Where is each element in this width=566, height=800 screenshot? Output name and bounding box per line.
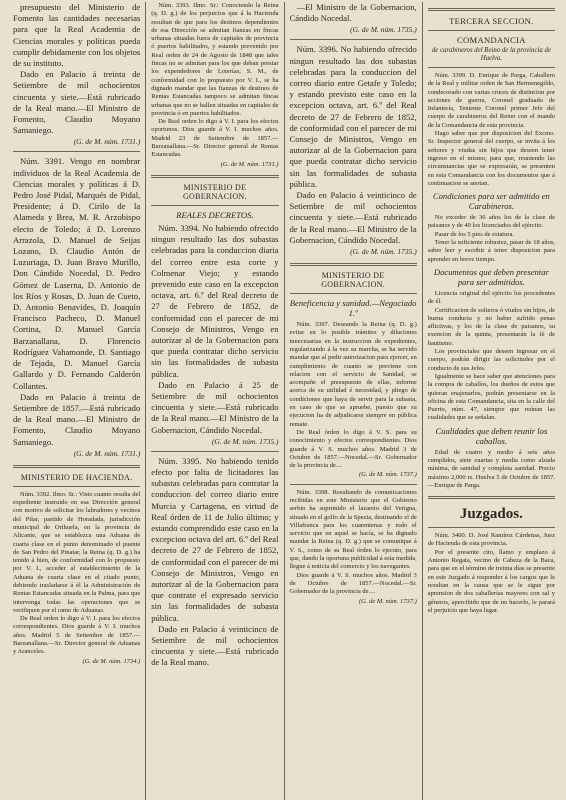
paragraph: Dado en Palacio á 25 de Setiembre de mil ochocientos cincuenta y siete.—Está rubricado de la Real mano.—El Ministro de la Gobernacion, Cándido Nocedal. xyxy=(151,379,279,435)
paragraph: Hago saber que por disposicion del Excmo. Sr. Inspector general del cuerpo, se invita á los señores y viudas sin hijos que deseen tener ingreso en el mismo, para que, reuniendo las circunstancias que se expresarán, se presenten en esta Comandancia con los documentos que á continuacion se anotan. xyxy=(427,130,555,187)
paragraph: Los provinciales que deseen ingresar en el cuerpo, podrán dirigir las solicitudes por el conducto de sus Jefes. xyxy=(427,348,555,372)
double-divider xyxy=(151,175,278,178)
double-divider xyxy=(290,263,417,266)
subheading-carabineros: de carabineros del Reino de la provincia de Huelva. xyxy=(431,47,551,62)
section-heading-gobernacion: MINISTERIO DE GOBERNACION. xyxy=(182,182,247,201)
divider xyxy=(290,39,417,40)
paragraph: De Real orden lo digo á V. I. para los efectos oportunos. Dios guarde á V. I. muchos años. Madrid 23 de Setiembre de 1857.—Barzanallana.—Sr. Director general de Rentas Estancadas. xyxy=(151,118,279,159)
divider xyxy=(13,151,140,152)
paragraph: Licencia original del ejército los procedentes de él. xyxy=(427,289,555,306)
divider xyxy=(290,293,417,294)
column-1 xyxy=(8,2,145,800)
paragraph: Certificacion de solteros ó viudos sin hijos, de buena conducta y no haber sufrido penas aflictivas, y los de la clase de paisanos, su exencion de la quinta, presentarán la fé de bautismo. xyxy=(427,306,555,347)
divider xyxy=(428,30,555,31)
section-heading-hacienda: MINISTERIO DE HACIENDA. xyxy=(20,472,133,482)
paragraph: Por el presente cito, llamo y emplazo á Antonio Regata, vecino de Cabeza de la Baca, para que en el término de treinta días se presente en este Juzgado á responder á los cargos que le resultan en la causa que se le sigue por aprension de dos caballerías mayores con sal y géneros, apercibido que de no hacerlo, le parará el perjuicio que haya lugar. xyxy=(427,548,555,614)
divider xyxy=(151,451,278,452)
order-3392: Núm. 3392. Ilmo. Sr.: Visto cuanto resulta del expediente instruido en esa Dirección general con motivo de solicitar los labradores y vecinos del Pilar, partido de Horadada, jurisdicción municipal de Orihuela, en la provincia de Alicante, que se establezca una Aduana de cuarta clase en el punto denominado el puente de San Pedro del Pinatar, la Reina (q. D. g.) ha tenido á bien, de conformidad con lo propuesto por V. I., acceder al establecimiento de la Aduana de cuarta clase en el citado punto, debiendo trasladarse á él la Administración de Rentas Estancadas situada en la Palma, para que intervenga todas las operaciones que se verifiquen por el ramo de Aduanas. xyxy=(13,490,141,614)
subheading-cualidades: Cualidades que deben reunir los caballos. xyxy=(435,425,548,446)
paragraph: Igualmente se hace saber que atenciones para la compra de caballos, los dueños de estos que quieran enajenarlos, podrán presentarse en la oficina de esta Comandancia, sita en la calle del Puerto, núm. 47, siempre que reúnan las cualidades que se señalan. xyxy=(427,372,555,422)
section-heading-tercera: TERCERA SECCION. xyxy=(449,16,534,26)
order-3393: Núm. 3393. Ilmo. Sr.: Conociendo la Reina (q. D. g.) de los perjuicios que á la Hacienda resultan de que para los destinos dependientes de esa Dirección se admitan fianzas en fincas urbanas situadas fuera de capitales de provincia ó puertos habilitados, y estando prevenido por Real orden de 24 de Agosto de 1848 que tales fincas no se admitan para los que deban prestar los expendedores de Loterías; S. M., de conformidad con lo propuesto por V. I., se ha dignado mandar que las fianzas de destinos de Rentas Estancadas tampoco se admitan fincas urbanas que no se hallen situadas en capitales de provincia ó en puertos habilitados. xyxy=(151,2,279,117)
paragraph: Dado en Palacio á veinticinco de Setiembre de mil ochocientos cincuenta y siete.—Está rubricado de la Real mano. xyxy=(151,623,279,668)
double-divider xyxy=(428,496,555,499)
gazette-reference: (G. de M. núm. 1734.) xyxy=(82,657,141,665)
gazette-reference: (G. de M. núm. 1737.) xyxy=(358,597,417,605)
subheading-documentos: Documentos que deben presentar para ser admitidos. xyxy=(433,266,549,287)
gazette-reference: (G. de M. núm. 1735.) xyxy=(350,247,417,257)
double-divider xyxy=(13,465,140,468)
paragraph: Pasar de los 5 pies de estatura. xyxy=(434,230,514,238)
paragraph: De Real orden lo digo á V. I. para los efectos correspondientes. Dios guarde á V. I. muchos años. Madrid 5 de Setiembre de 1857.—Barzanallana.—Sr. Director general de Aduanas y Aranceles. xyxy=(13,615,141,656)
column-3 xyxy=(284,2,422,800)
decree-3396: Núm. 3396. No habiendo ofrecido ningun resultado las dos subastas celebradas para la conduccion del correo diario entre Getafe y Toledo; y estando previsto este caso en la excepcion octava, art. 6.º del Real decreto de 27 de Febrero de 1852, de conformidad con el parecer de mi Consejo de Ministros, Vengo en autorizar al de la Gobernacion para que pueda contratar dicho servicio sin las formalidades de subasta pública. xyxy=(289,44,417,189)
paragraph: Dios guarde á V. S. muchos años. Madrid 3 de Octubre de 1857.—Nocedal.—Sr. Gobernador de la provincia de.... xyxy=(289,571,417,596)
subheading-reales-decretos: REALES DECRETOS. xyxy=(176,209,254,220)
divider xyxy=(151,205,278,206)
gazette-reference: (G. de M. núm. 1731.) xyxy=(220,160,279,168)
notice-3400: Núm. 3400. D. José Ramírez Cárdenas, Juez de Hacienda de esta provincia. xyxy=(427,532,555,548)
gazette-reference: (G. de M. núm. 1735.) xyxy=(350,25,417,35)
order-3398: Núm. 3398. Resultando de comunicaciones recibidas en este Ministerio que el Gobierno serbio ha suprimido el lazareto del Verigna, situado en el golfo de la Spezia, destinando el de Villafranca para los cuarentenas y todo el servicio que en aquel se hacía, se ha dignado mandar la Reina (q. D. g.) que se comunique á V. S., como de su Real órden lo ejecuto, para que, dando la oportuna publicidad á esta medida, llegue á noticia del comercio y los navegantes. xyxy=(289,488,417,571)
decree-3391: Núm. 3391. Vengo en nombrar individuos de la Real Academia de Ciencias morales y políticas á D. Pedro José Pidal, Marqués de Pidal, Presidente; á D. Cirilo de la Alameda y Brea, M. R. Arzobispo electo de Toledo; á D. Lorenzo Arrazola, D. Manuel de Seijas Lozano, D. Claudio Antón de Luzuriaga, D. Juan Bravo Murillo, Don Cándido Nocedal, D. Pedro Gómez de Laserna, D. Antonio de los Ríos y Rosas, D. Juan de Cueto, D. Antonio Benavides, D. Joaquín Francisco Pacheco, D. Manuel Cortina, D. Manuel García Barzanallana, D. Florencio Rodríguez Vahamonde, D. Santiago de Tejada, D. Manuel García Gallardo y D. Fernando Calderón Collantes. xyxy=(13,156,141,391)
divider xyxy=(290,484,417,485)
paragraph: De Real órden lo digo á V. S. para su conocimiento y efectos correspondientes. Dios guarde á V. S. muchos años. Madrid 3 de Octubre de 1857.—Nocedal.—Sr. Gobernador de la provincia de.... xyxy=(289,428,417,470)
paragraph: No exceder de 36 años los de la clase de paisanos y de 40 los licenciados del ejército. xyxy=(427,214,555,230)
gazette-reference: (G. de M. núm. 1731.) xyxy=(73,448,141,458)
section-heading-juzgados: Juzgados. xyxy=(459,506,523,523)
paragraph: Dado en Palacio á treinta de Setiembre de 1857.—Está rubricado de la Real mano.—El Ministro de Fomento, Claudio Moyano Samaniego. xyxy=(13,391,141,447)
divider xyxy=(428,527,555,528)
subheading-condiciones: Condiciones para ser admitido en Carabineros. xyxy=(432,191,550,212)
column-2 xyxy=(145,2,283,800)
paragraph: Tener la suficiente robustez, pasar de 18 años, saber leer y escribir á tener disposicion para aprender en breve tiempo. xyxy=(427,239,555,263)
heading-comandancia: COMANDANCIA xyxy=(457,35,526,45)
section-heading-gobernacion: MINISTERIO DE GOBERNACION. xyxy=(321,271,386,290)
divider xyxy=(428,67,555,68)
subheading-beneficencia: Beneficencia y sanidad.—Negociado 1.º xyxy=(289,298,417,319)
decree-3394: Núm. 3394. No habiendo ofrecido ningun resultado las dos subastas celebradas para la conduccion diaria del correo entre esta corte y Colmenar Viejo; y estando prevenido este caso en la excepcion octava, art. 6.º del Real decreto de 27 de Febrero de 1852, de conformidad con el parecer de mi Consejo de Ministros, Vengo en autorizar al de la Gobernacion para que pueda contratar dicho servicio sin las formalidades de subasta pública. xyxy=(151,222,279,379)
divider xyxy=(13,486,140,487)
gazette-reference: (G. de M. núm. 1731.) xyxy=(73,137,141,147)
paragraph: —El Ministro de la Gobernacion, Cándido Nocedal. xyxy=(289,2,417,24)
gazette-reference: (G. de M. núm. 1735.) xyxy=(211,436,279,446)
decree-3395: Núm. 3395. No habiendo tenido efecto por falta de licitadores las subastas celebradas para contratar la conduccion del correo diario entre Murcia y Cartagena, en virtud de Real órden de 11 de Julio último; y estando comprendido este caso en la excepcion octava del art. 6.º del Real decreto de 27 de Febrero de 1852, de conformidad con el parecer de mi Consejo de Ministros, Vengo en autorizar al de la Gobernacion para que contrate el expresado servicio sin las formalidades de subasta pública. xyxy=(151,455,279,623)
paragraph: Dado en Palacio á treinta de Setiembre de mil ochocientos cincuenta y siete.—Está rubricado de la Real mano.—El Ministro de Fomento, Claudio Moyano Samaniego. xyxy=(13,69,141,136)
paragraph: presupuesto del Ministerio de Fomento las cantidades necesarias para que la Real Academia de Ciencias morales y políticas pueda cumplir debidamente con los objetos de su instituto. xyxy=(13,2,141,69)
column-4 xyxy=(422,2,560,800)
notice-3399: Núm. 3399. D. Enrique de Parga, Caballero de la Real y militar orden de San Hermenegildo, condecorado con varias cruces de distincion por acciones de guerra, Coronel graduado de Infantería, Teniente Coronel primer Jefe del cuerpo de carabineros del Reino con el mando de la Comandancia de esta provincia. xyxy=(427,72,555,129)
paragraph: Edad de cuatro y medio á seis años cumplidos, siete cuartas y media como alzada mínima, de sanidad y completa sanidad. Precio máximo 2,000 rs. Huelva 5 de Octubre de 1857.—Enrique de Parga. xyxy=(427,448,555,489)
paragraph: Dado en Palacio á veinticinco de Setiembre de mil ochocientos cincuenta y siete.—Está rubricado de la Real mano.—El Ministro de la Gobernacion, Cándido Nocedal. xyxy=(289,190,417,245)
double-divider xyxy=(428,8,555,11)
gazette-reference: (G. de M. núm. 1737.) xyxy=(358,471,417,479)
order-3397: Núm. 3397. Deseando la Reina (q. D. g.) evitar en lo posible trámites y dilaciones innecesarias en la instruccion de expedientes, regularizando á la vez su marcha, se ha servido mandar que al pedir autorizacion para ejercer, en cumplimiento de cuanto se previene con relacion con el servicio de Sanidad, se acompañe el presupuesto de ellas, informe acerca de su utilidad é necesidad, y pliego de condiciones que haya de servir para la subasta, en caso de que se apruebe, puesto que su ejecucion ha de adjudicarse siempre en pública remate. xyxy=(289,321,417,428)
